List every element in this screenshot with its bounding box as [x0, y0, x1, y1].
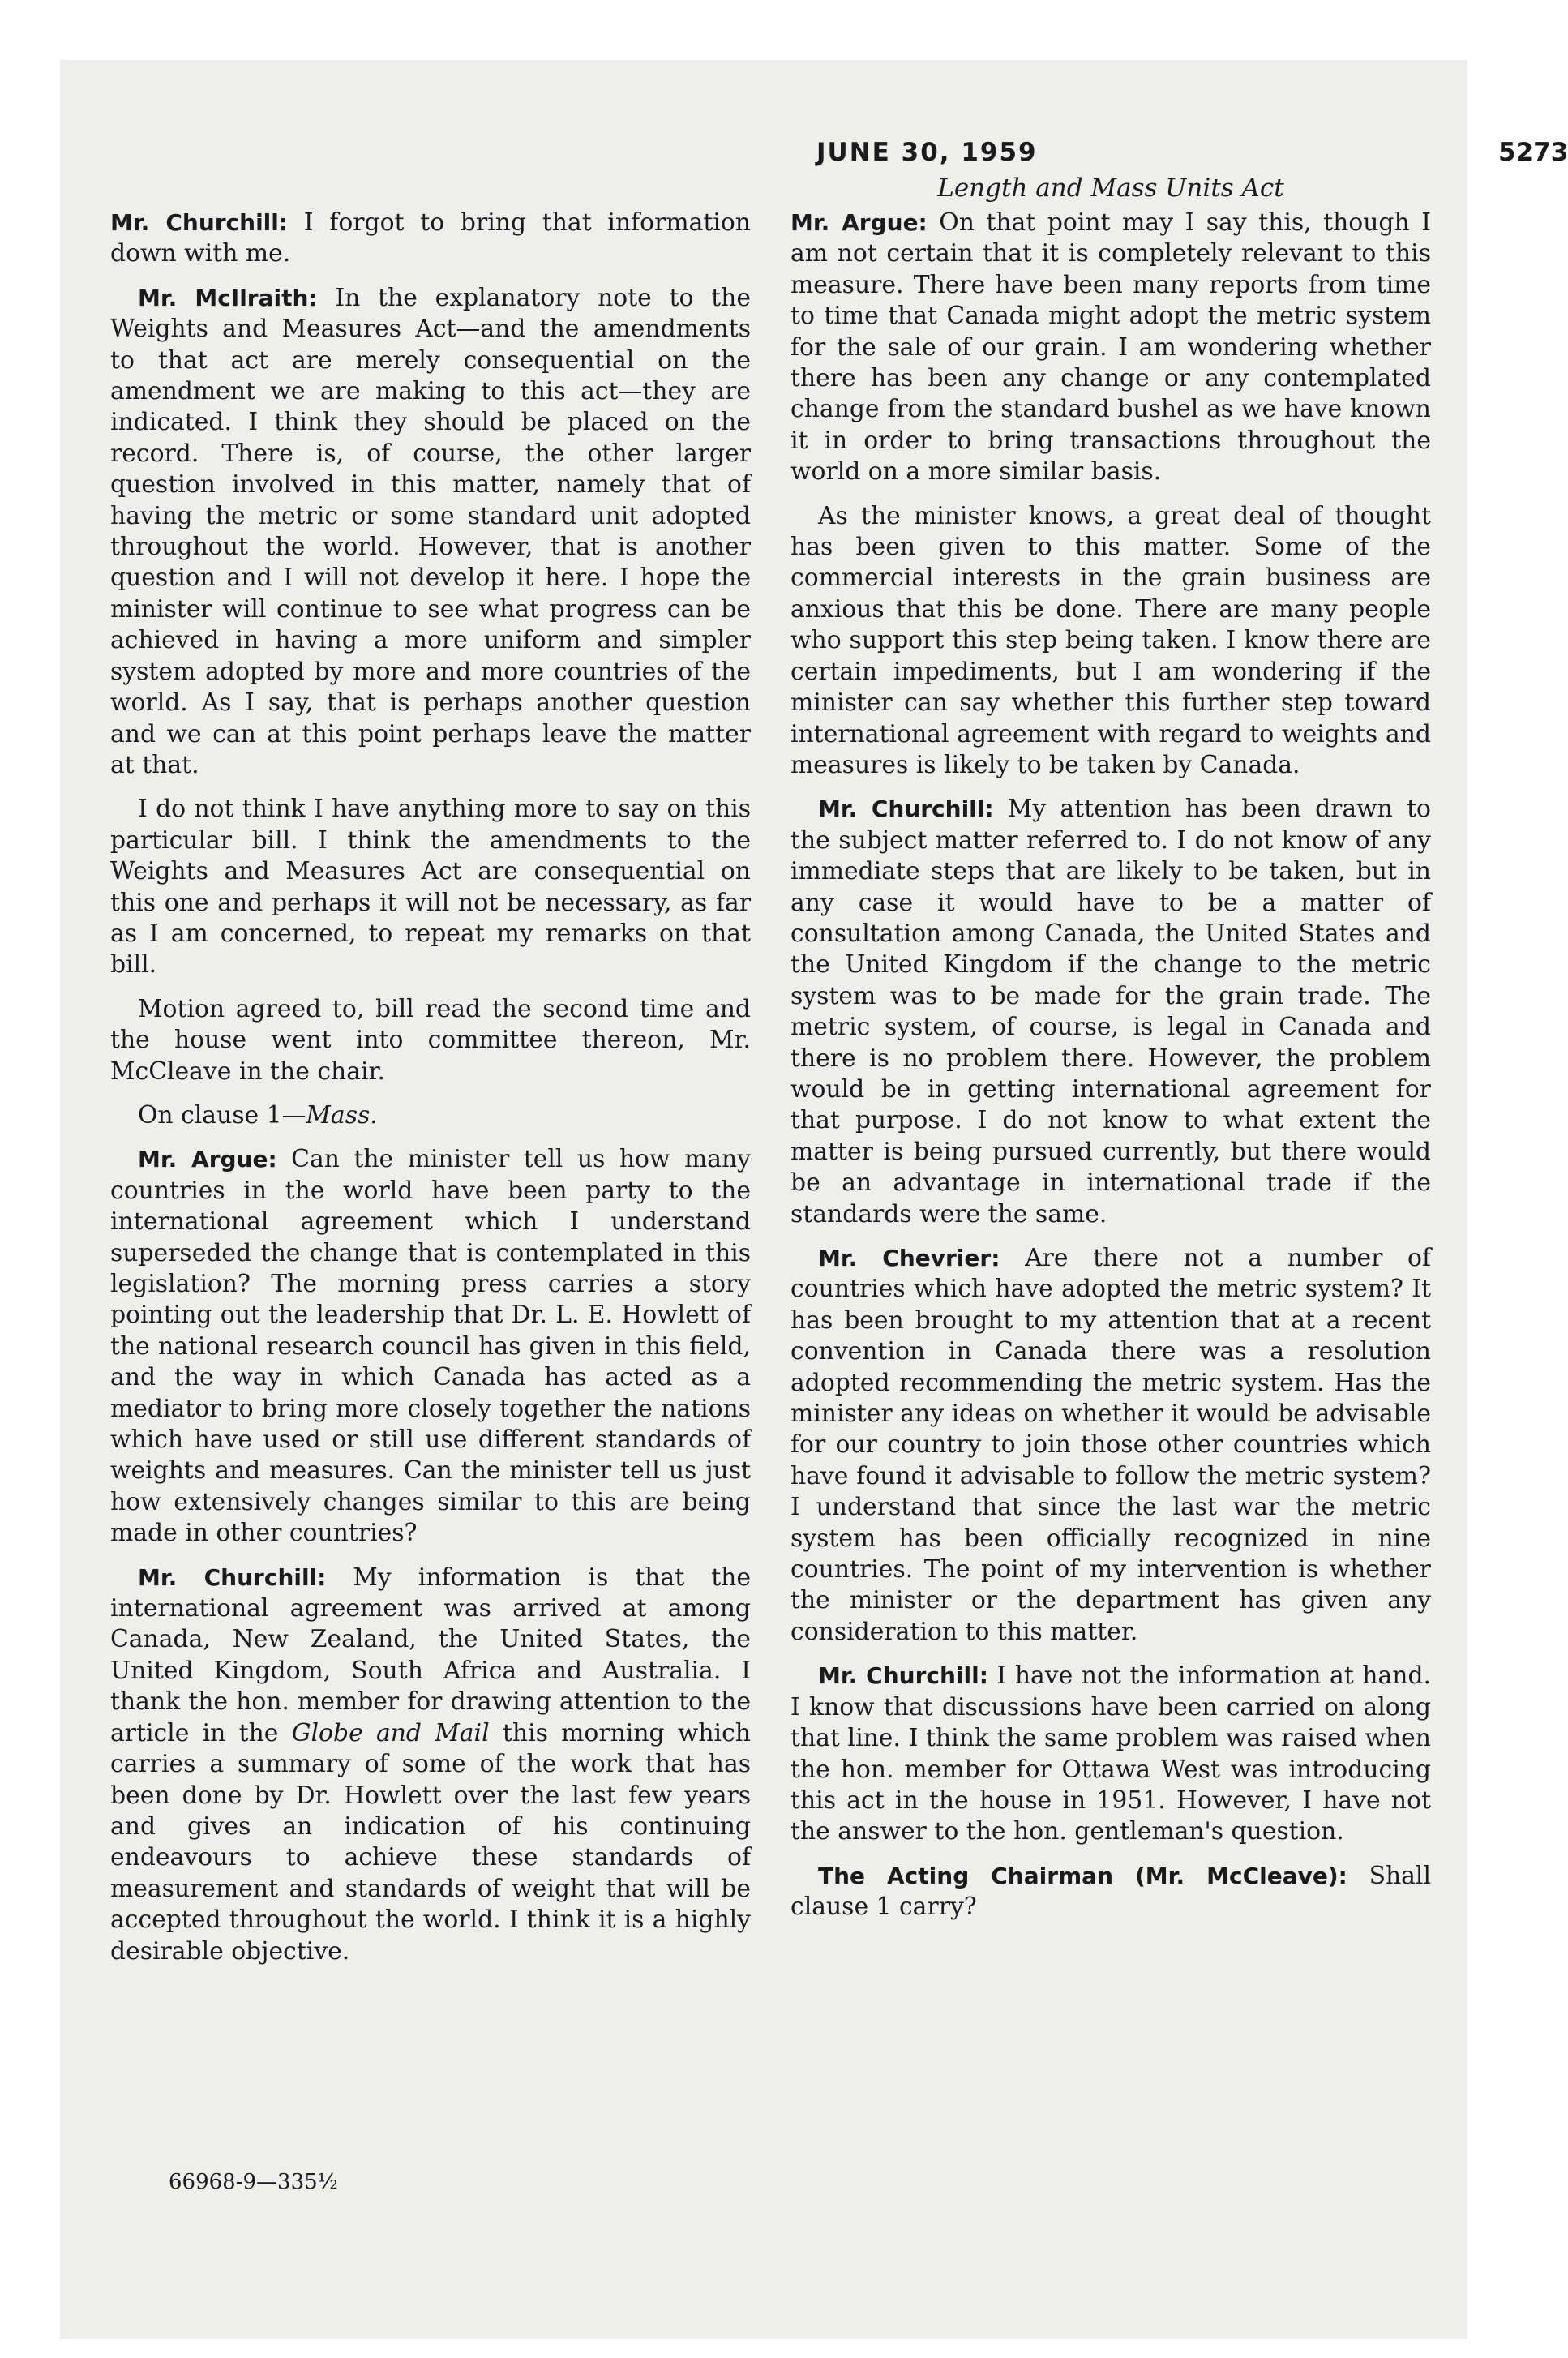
paragraph — [790, 1661, 1431, 1847]
paragraph-text: Are there not a number of countries which have adopted the metric system? It has been brought to my attention that at a recent convention in Canada there was a resolution adopted recommending the metric system. Has the minister any ideas on whether it would be advisable for our country to join those other countries which have found it advisable to follow the metric system? I understand that since the last war the metric system has been officially recognized in nine countries. The point of my intervention is whether the minister or the department has given any consideration to this matter. — [790, 1244, 1431, 1646]
paragraph-text: I do not think I have anything more to say on this particular bill. I think the amendments to the Weights and Measures Act are consequential on this one and perhaps it will not be necessary, as far as I am concerned, to repeat my remarks on that bill. — [110, 795, 751, 980]
clause-heading — [110, 1100, 751, 1131]
paragraph-text: I have not the information at hand. I know that discussions have been carried on along that line. I think the same problem was raised when the hon. member for Ottawa West was introducing this act in the house in 1951. However, I have not the answer to the hon. gentleman's question. — [790, 1661, 1431, 1846]
speaker-name: Mr. Churchill: — [818, 795, 994, 823]
paragraph-text: Can the minister tell us how many countries in the world have been party to the international agreement which I understand superseded the change that is contemplated in this legislation? The morning press carries a story pointing out the leadership that Dr. L. E. Howlett of the national research council has given in this field, and the way in which Canada has acted as a mediator to bring more closely together the nations which have used or still use different standards of weights and measures. Can the minister tell us just how extensively changes similar to this are being made in other countries? — [110, 1145, 751, 1548]
paragraph-text: I forgot to bring that information down with me. — [110, 208, 751, 268]
paragraph — [790, 501, 1431, 782]
speaker-name: Mr. Argue: — [138, 1146, 277, 1173]
speaker-name: Mr. McIlraith: — [138, 284, 318, 311]
right-column — [790, 208, 1431, 1936]
paragraph-text: On that point may I say this, though I am not certain that it is completely relevant to this measure. There have been many reports from time to time that Canada might adopt the metric system for the sale of our grain. I am wondering whether there has been any change or any contemplated change from the standard bushel as we have known it in order to bring transactions throughout the world on a more similar basis. — [790, 208, 1431, 487]
speaker-name: Mr. Chevrier: — [818, 1245, 1000, 1271]
paragraph — [110, 794, 751, 980]
page-number: 5273 — [1498, 138, 1568, 167]
paragraph — [110, 1144, 751, 1549]
left-column — [110, 208, 751, 1980]
paragraph — [110, 283, 751, 782]
speaker-name: Mr. Churchill: — [110, 209, 289, 236]
clause-prefix: On clause 1— — [138, 1100, 306, 1130]
paragraph — [790, 208, 1431, 488]
footer-code: 66968-9—335½ — [169, 2170, 338, 2194]
speaker-name: The Acting Chairman (Mr. McCleave): — [818, 1862, 1347, 1889]
paragraph-text: Motion agreed to, bill read the second time and the house went into committee thereon, Mr. McCleave in the chair. — [110, 994, 751, 1086]
clause-title: Mass. — [306, 1100, 378, 1130]
speaker-name: Mr. Churchill: — [818, 1662, 988, 1690]
paragraph — [110, 994, 751, 1087]
header-date: JUNE 30, 1959 — [816, 138, 1038, 167]
paragraph-text: this morning which carries a summary of some of the work that has been done by Dr. Howlett over the last few years and gives an indication of his continuing endeavours to achieve these standards of measurement and standards of weight that will be accepted throughout the world. I think it is a highly desirable objective. — [110, 1718, 751, 1966]
paragraph-text: Shall clause 1 carry? — [790, 1861, 1431, 1922]
newspaper-title: Globe and Mail — [291, 1718, 490, 1747]
paragraph — [790, 794, 1431, 1230]
paragraph — [110, 208, 751, 270]
paragraph-text: My attention has been drawn to the subject matter referred to. I do not know of any immediate steps that are likely to be taken, but in any case it would have to be a matter of consultation among Canada, the United States and the United Kingdom if the change to the metric system was to be made for the grain trade. The metric system, of course, is legal in Canada and there is no problem there. However, the problem would be in getting international agreement for that purpose. I do not know to what extent the matter is being pursued currently, but there would be an advantage in international trade if the standards were the same. — [790, 795, 1431, 1228]
speaker-name: Mr. Churchill: — [138, 1563, 327, 1591]
speaker-name: Mr. Argue: — [790, 209, 928, 236]
paragraph — [790, 1243, 1431, 1648]
paragraph-text: In the explanatory note to the Weights and Measures Act—and the amendments to that act are merely consequential on the amendment we are making to this act—they are indicated. I think they should be placed on the record. There is, of course, the other larger question involved in this matter, namely that of having the metric or some standard unit adopted throughout the world. However, that is another question and I will not develop it here. I hope the minister will continue to see what progress can be achieved in having a more uniform and simpler system adopted by more and more countries of the world. As I say, that is perhaps another question and we can at this point perhaps leave the matter at that. — [110, 283, 751, 779]
paragraph — [790, 1861, 1431, 1923]
paragraph — [110, 1563, 751, 1967]
paragraph-text: My information is that the international agreement was arrived at among Canada, New Zealand, the United States, the United Kingdom, South Africa and Australia. I thank the hon. member for drawing attention to the article in the — [110, 1563, 751, 1747]
paragraph-text: As the minister knows, a great deal of thought has been given to this matter. Some of the commercial interests in the grain business are anxious that this be done. There are many people who support this step being taken. I know there are certain impediments, but I am wondering if the minister can say whether this further step toward international agreement with regard to weights and measures is likely to be taken by Canada. — [790, 501, 1431, 779]
running-title: Length and Mass Units Act — [937, 174, 1284, 203]
page-header — [130, 138, 1568, 178]
